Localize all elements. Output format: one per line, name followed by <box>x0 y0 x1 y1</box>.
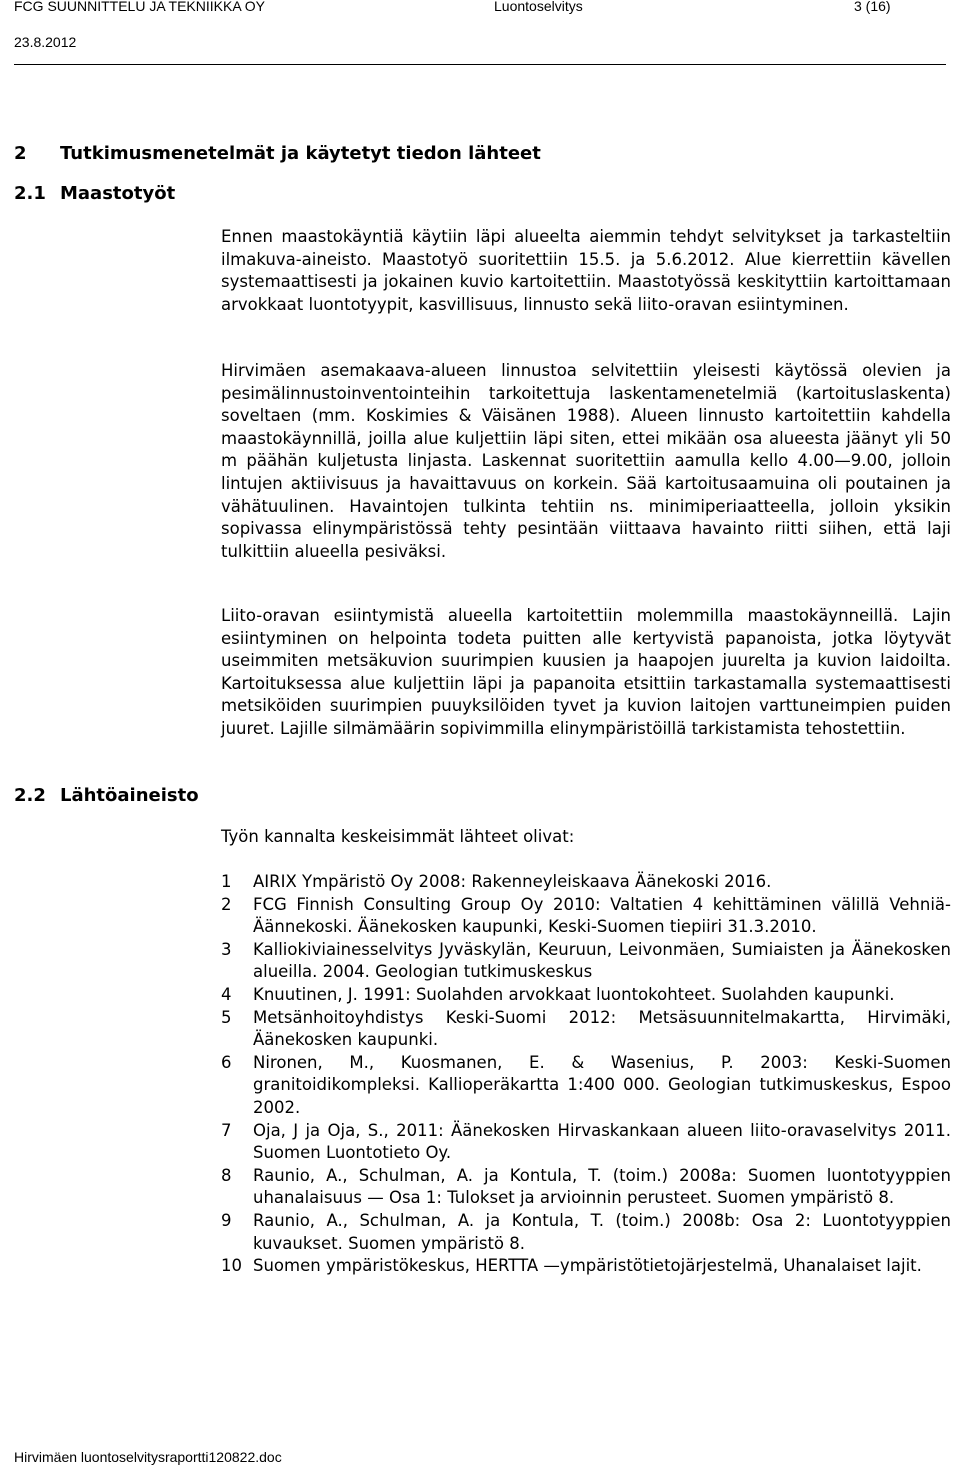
header-page-number: 3 (16) <box>854 0 891 14</box>
reference-number: 6 <box>221 1052 232 1072</box>
reference-text: Suomen ympäristökeskus, HERTTA —ympäristötietojärjestelmä, Uhanalaiset lajit. <box>253 1256 922 1276</box>
list-item <box>221 1255 951 1278</box>
reference-number: 10 <box>221 1256 242 1276</box>
section-heading-2-1 <box>14 183 175 204</box>
section-heading-2 <box>14 143 541 164</box>
reference-number: 9 <box>221 1210 232 1230</box>
reference-text: Raunio, A., Schulman, A. ja Kontula, T. (toim.) 2008a: Suomen luontotyyppien uhanalaisuus — Osa 1: Tulokset ja arvioinnin perusteet. Suomen ympäristö 8. <box>253 1165 951 1208</box>
reference-number: 3 <box>221 939 232 959</box>
section-number: 2.2 <box>14 785 46 806</box>
list-item <box>221 871 951 894</box>
header-date: 23.8.2012 <box>14 34 77 50</box>
reference-list <box>221 871 951 1278</box>
list-item <box>221 1007 951 1052</box>
reference-text: Kalliokiviainesselvitys Jyväskylän, Keuruun, Leivonmäen, Sumiaisten ja Äänekosken alueilla. 2004. Geologian tutkimuskeskus <box>253 939 951 982</box>
list-item <box>221 1210 951 1255</box>
reference-number: 5 <box>221 1007 232 1027</box>
paragraph-bird-survey: Hirvimäen asemakaava-alueen linnustoa selvitettiin yleisesti käytössä olevien ja pesimälinnustoinventointeihin tarkoitettuja laskentamenetelmiä (kartoituslaskenta) soveltaen (mm. Koskimies & Väisänen 1988). Alueen linnusto kartoitettiin kahdella maastokäynnillä, joilla alue kuljettiin läpi siten, ettei mikään osa alueesta jäänyt yli 50 m päähän kuljetusta linjasta. Laskennat suoritettiin aamulla kello 4.00—9.00, jolloin lintujen aktiivisuus ja havaittavuus on korkein. Sää kartoitusaamuina oli poutainen ja vähätuulinen. Havaintojen tulkinta tehtiin ns. minimiperiaatteella, jolloin yksikin sopivassa elinympäristössä tehty pesintään viittaava havainto riitti siihen, että laji tulkittiin alueella pesiväksi. <box>221 361 951 561</box>
list-item <box>221 1165 951 1210</box>
section-number: 2.1 <box>14 183 46 204</box>
reference-number: 2 <box>221 894 232 914</box>
paragraph-sources-intro: Työn kannalta keskeisimmät lähteet olivat: <box>221 827 575 846</box>
header-divider <box>14 64 946 65</box>
list-item <box>221 984 951 1007</box>
reference-text: Oja, J ja Oja, S., 2011: Äänekosken Hirvaskankaan alueen liito-oravaselvitys 2011. Suomen Luontotieto Oy. <box>253 1120 951 1163</box>
section-title: Lähtöaineisto <box>60 785 199 806</box>
reference-number: 1 <box>221 872 232 891</box>
reference-text: Knuutinen, J. 1991: Suolahden arvokkaat luontokohteet. Suolahden kaupunki. <box>253 984 895 1004</box>
list-item <box>221 1052 951 1120</box>
footer-filename: Hirvimäen luontoselvitysraportti120822.doc <box>14 1449 282 1465</box>
reference-text: FCG Finnish Consulting Group Oy 2010: Valtatien 4 kehittäminen välillä Vehniä-Äännekoski. Äänekosken kaupunki, Keski-Suomen tiepiiri 31.3.2010. <box>253 894 951 937</box>
reference-number: 4 <box>221 984 232 1004</box>
reference-text: Raunio, A., Schulman, A. ja Kontula, T. (toim.) 2008b: Osa 2: Luontotyyppien kuvaukset. Suomen ympäristö 8. <box>253 1210 951 1253</box>
paragraph-fieldwork: Ennen maastokäyntiä käytiin läpi alueelta aiemmin tehdyt selvitykset ja tarkasteltiin ilmakuva-aineisto. Maastotyö suoritettiin 15.5. ja 5.6.2012. Alue kierrettiin kävellen systemaattisesti ja jokainen kuvio kartoitettiin. Maastotyössä keskityttiin kartoittamaan arvokkaat luontotyypit, kasvillisuus, linnusto sekä liito-oravan esiintyminen. <box>221 227 951 314</box>
section-title: Maastotyöt <box>60 183 176 204</box>
list-item <box>221 894 951 939</box>
section-heading-2-2 <box>14 785 199 806</box>
list-item <box>221 1120 951 1165</box>
reference-text: AIRIX Ympäristö Oy 2008: Rakenneyleiskaava Äänekoski 2016. <box>253 872 772 891</box>
section-title: Tutkimusmenetelmät ja käytetyt tiedon lähteet <box>60 143 541 164</box>
section-number: 2 <box>14 143 27 164</box>
reference-number: 7 <box>221 1120 232 1140</box>
header-company: FCG SUUNNITTELU JA TEKNIIKKA OY <box>14 0 266 14</box>
reference-text: Nironen, M., Kuosmanen, E. & Wasenius, P. 2003: Keski-Suomen granitoidikompleksi. Kallioperäkartta 1:400 000. Geologian tutkimuskeskus, Espoo 2002. <box>253 1052 951 1117</box>
reference-text: Metsänhoitoyhdistys Keski-Suomi 2012: Metsäsuunnitelmakartta, Hirvimäki, Äänekosken kaupunki. <box>253 1007 951 1050</box>
header-doc-type: Luontoselvitys <box>494 0 583 14</box>
reference-number: 8 <box>221 1165 232 1185</box>
list-item <box>221 939 951 984</box>
paragraph-flying-squirrel: Liito-oravan esiintymistä alueella kartoitettiin molemmilla maastokäynneillä. Lajin esiintyminen on helpointa todeta puitten alle kertyvistä papanoista, jotka löytyvät useimmiten metsäkuvion suurimpien kuusien ja haapojen juurelta ja kuvion laidoilta. Kartoituksessa alue kuljettiin läpi ja papanoita etsittiin tarkastamalla systemaattisesti metsiköiden suurimpien puuyksilöiden tyvet ja kuvion laitojen varttuneimpien puiden juuret. Lajille silmämäärin sopivimmilla elinympäristöillä tarkistamista tehostettiin. <box>221 606 951 738</box>
